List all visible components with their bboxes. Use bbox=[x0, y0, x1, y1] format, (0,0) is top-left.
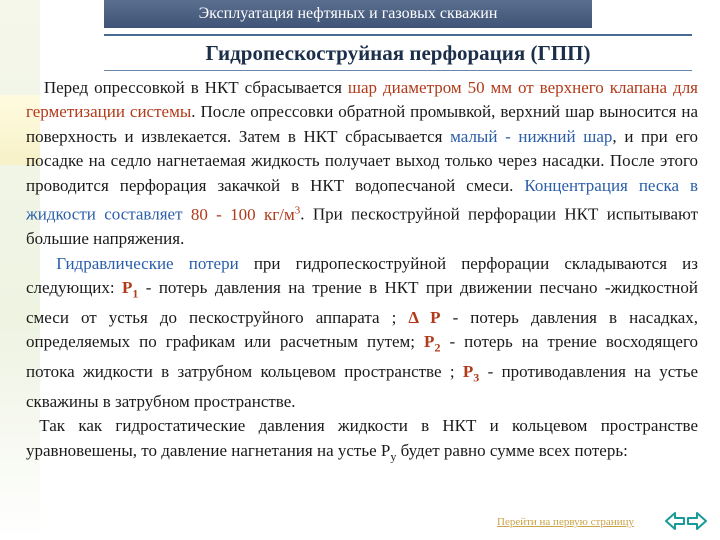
text-run: - потерь давления в насадках, определяемых по графикам или расчетным путем; bbox=[26, 307, 698, 352]
subscript-wellhead: у bbox=[390, 448, 397, 463]
text-run: Так как гидростатические давления жидкости в НКТ и кольцевом пространстве уравновешены, то давление нагнетания на устье Р bbox=[26, 416, 698, 460]
text-run: - противодавления на устье скважины в затрубном пространстве. bbox=[26, 361, 698, 411]
header-divider bbox=[104, 34, 692, 36]
navigation-arrows bbox=[664, 508, 708, 534]
paragraph-injection-pressure bbox=[26, 414, 698, 468]
highlight-concentration-value bbox=[191, 205, 300, 224]
text-run: Перед опрессовкой в НКТ сбрасывается bbox=[43, 78, 348, 97]
highlight-small-ball: малый - нижний шар bbox=[450, 126, 613, 146]
highlight-hydraulic-losses: Гидравлические потери bbox=[56, 253, 239, 273]
symbol-p2: $Р_2$ bbox=[424, 332, 441, 355]
text-run: будет равно сумме всех потерь: bbox=[396, 440, 628, 460]
arrow-right-icon[interactable] bbox=[688, 513, 706, 529]
slide-body bbox=[26, 76, 698, 468]
symbol-delta-p: Δ Р bbox=[408, 307, 441, 327]
highlight-sand-concentration: Концентрация песка в жидкости составляет bbox=[26, 175, 698, 224]
text-run: при гидропескоструйной перфорации складываются из следующих: bbox=[26, 253, 698, 297]
paragraph-ball-drop bbox=[26, 76, 698, 252]
slide-title: Гидропескоструйная перфорация (ГПП) bbox=[205, 41, 591, 65]
arrow-left-icon[interactable] bbox=[666, 513, 684, 529]
symbol-p3: $Р_3$ bbox=[462, 361, 480, 385]
text-run: . После опрессовки обратной промывкой, верхний шар выносится на поверхность и извлекается. Затем в НКТ сбрасывается bbox=[26, 102, 699, 146]
symbol-p1: $Р_1$ bbox=[122, 277, 139, 301]
header-bar: Эксплуатация нефтяных и газовых скважин bbox=[104, 0, 592, 28]
text-run: , и при его посадке на седло нагнетаемая жидкость получает выход только через насадки. После этого проводится перфорация закачкой в НКТ водопесчаной смеси. bbox=[26, 126, 698, 195]
title-divider bbox=[104, 70, 692, 71]
text-run: . При пескоструйной перфорации НКТ испытывают большие напряжения. bbox=[26, 204, 698, 249]
text-run: - потерь давления на трение в НКТ при движении песчано -жидкостной смеси от устья до пескоструйного аппарата ; bbox=[26, 277, 698, 327]
concentration-value: 80 - 100 кг/м bbox=[190, 204, 295, 224]
highlight-ball-diameter: шар диаметром 50 мм от верхнего клапана для герметизации системы bbox=[26, 78, 699, 122]
concentration-unit-exponent: 3 bbox=[294, 204, 301, 217]
first-page-link[interactable]: Перейти на первую страницу bbox=[497, 516, 634, 528]
paragraph-hydraulic-losses bbox=[26, 252, 698, 415]
text-run: - потерь на трение восходящего потока жидкости в затрубном кольцевом пространстве ; bbox=[26, 332, 699, 381]
